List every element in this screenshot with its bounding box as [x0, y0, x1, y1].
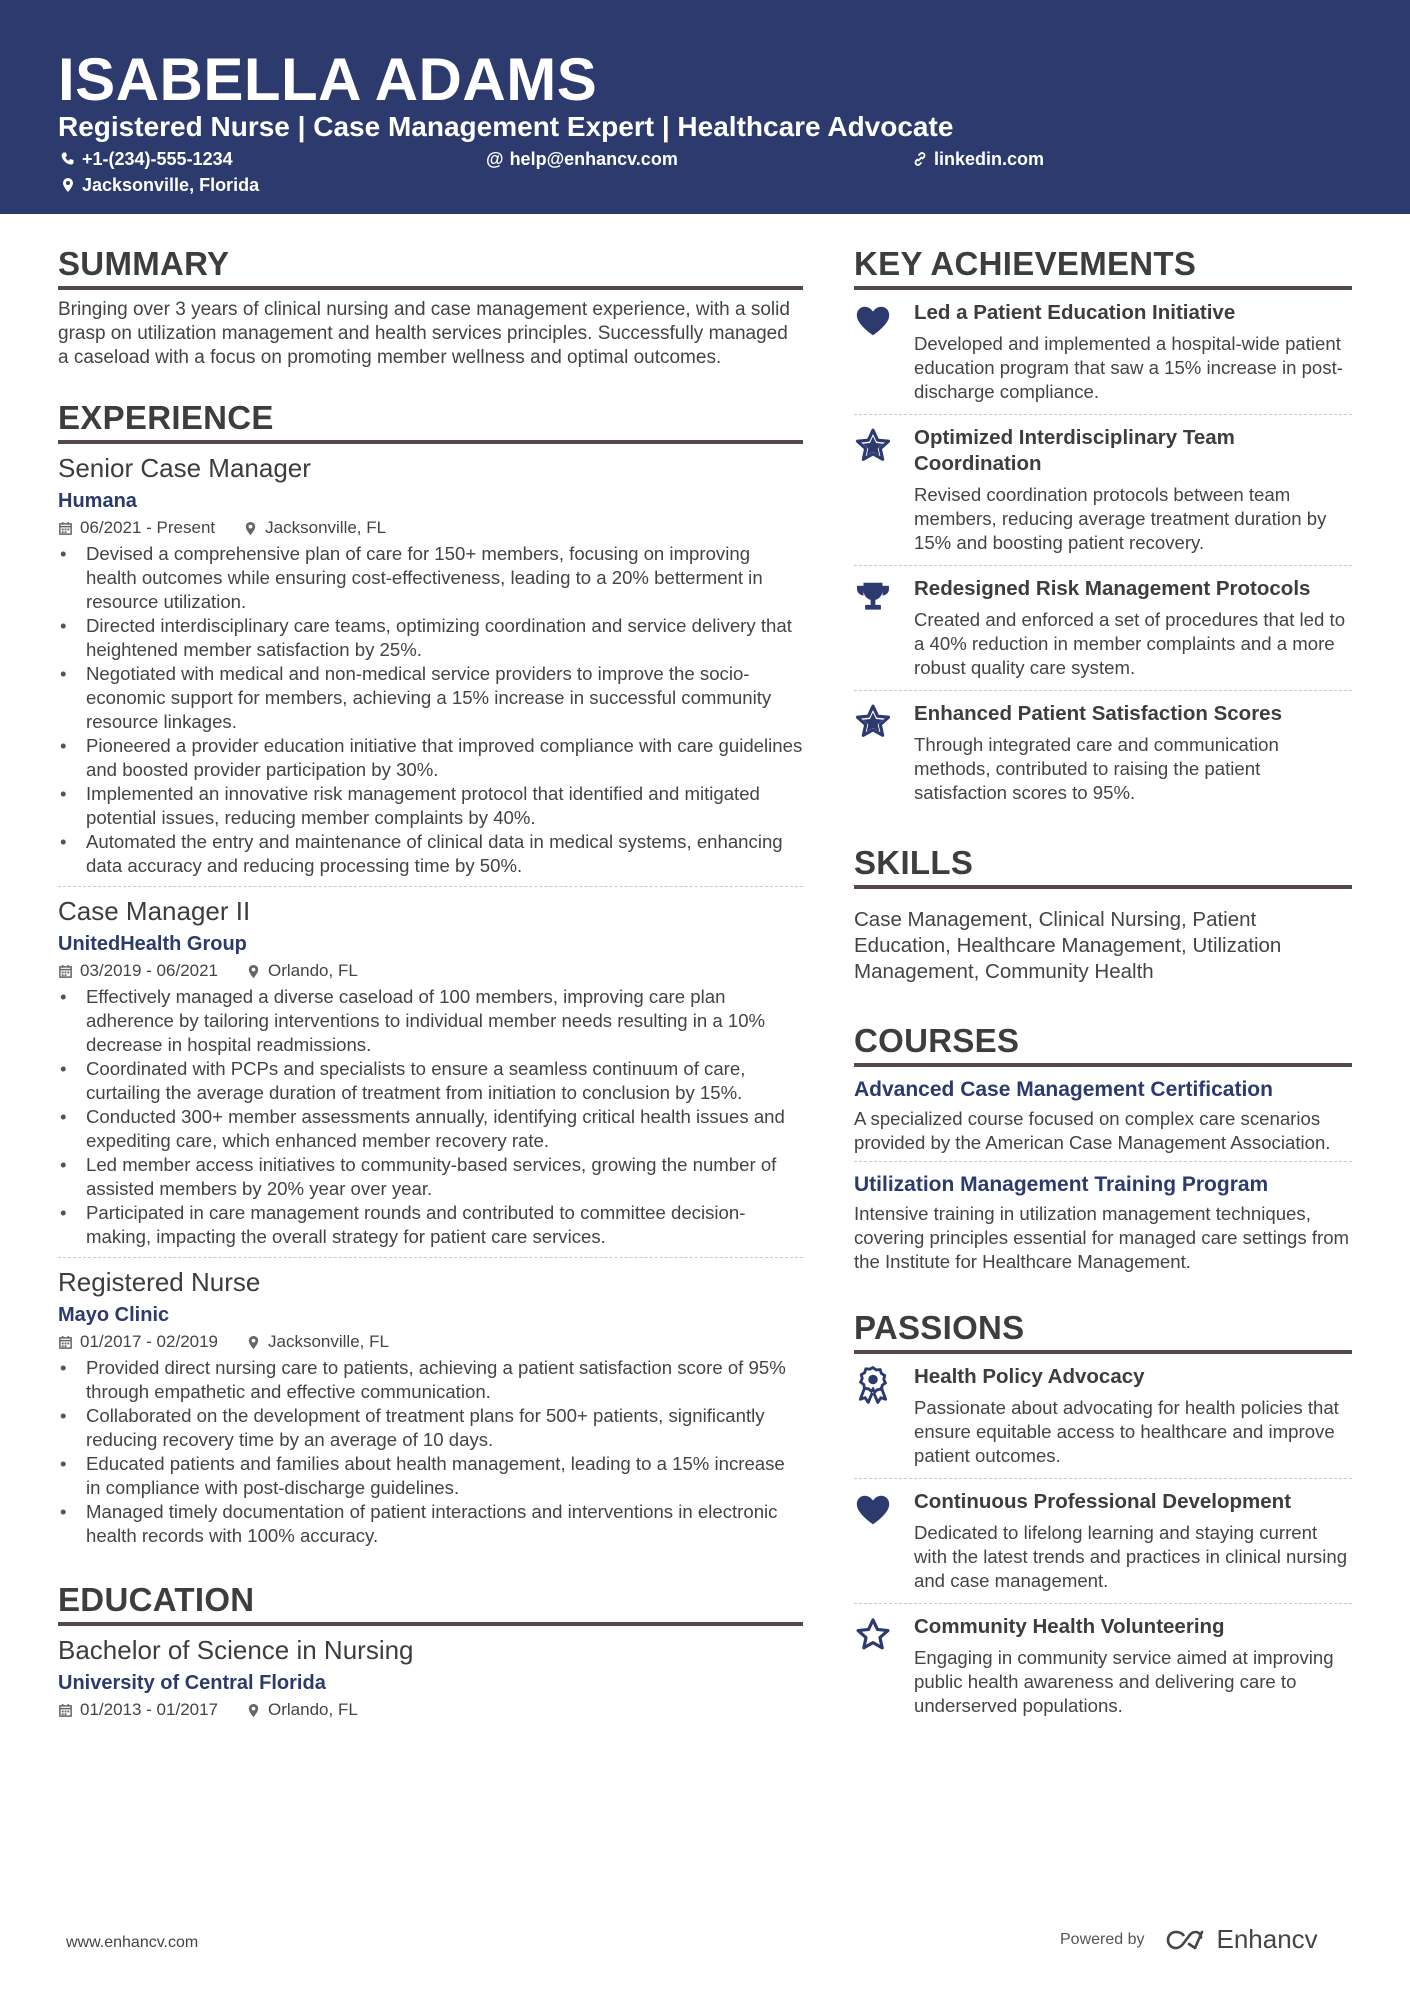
- bullet-item: • Directed interdisciplinary care teams, optimizing coordination and service delivery that heightened member satisfaction by 25%.: [58, 614, 803, 662]
- contact-linkedin[interactable]: [912, 148, 1044, 170]
- bullet-item: • Participated in care management rounds and contributed to committee decision-making, impacting the overall strategy for patient care services.: [58, 1201, 803, 1249]
- bullet-item: • Conducted 300+ member assessments annually, identifying critical health issues and expediting care, which enhanced member recovery rate.: [58, 1105, 803, 1153]
- job-dates-text: 06/2021 - Present: [80, 518, 216, 537]
- candidate-name: ISABELLA ADAMS: [58, 46, 598, 113]
- experience-heading: EXPERIENCE: [58, 398, 803, 444]
- award-ribbon-icon: [854, 1366, 892, 1404]
- location-pin-icon: [246, 964, 261, 979]
- star-outline-icon: [854, 1616, 892, 1654]
- location-pin-icon: [243, 521, 258, 536]
- job-dates: [58, 1330, 218, 1354]
- experience-section: [58, 398, 803, 1556]
- skills-section: [854, 843, 1352, 985]
- contact-phone: [60, 148, 233, 170]
- location-pin-icon: [60, 177, 76, 193]
- calendar-icon: [58, 964, 73, 979]
- job-location-text: Jacksonville, FL: [265, 518, 387, 537]
- email-text[interactable]: help@enhancv.com: [509, 149, 678, 169]
- bullet-item: • Coordinated with PCPs and specialists to ensure a seamless continuum of care, curtailing the average duration of treatment from initiation to conclusion by 15%.: [58, 1057, 803, 1105]
- bullet-item: • Collaborated on the development of treatment plans for 500+ patients, significantly reducing recovery time by an average of 10 days.: [58, 1404, 803, 1452]
- passion-desc: Engaging in community service aimed at improving public health awareness and delivering care to underserved populations.: [914, 1647, 1334, 1716]
- resume-header: [0, 0, 1410, 214]
- bullet-item: • Negotiated with medical and non-medical service providers to improve the socio-economic support for members, achieving a 15% increase in successful community resource linkages.: [58, 662, 803, 734]
- job-meta: [58, 959, 803, 983]
- achievements-section: [854, 244, 1352, 815]
- calendar-icon: [58, 1335, 73, 1350]
- achievement-desc: Developed and implemented a hospital-wide patient education program that saw a 15% increase in post-discharge compliance.: [914, 333, 1343, 402]
- achievement-title: Optimized Interdisciplinary Team Coordination: [914, 426, 1235, 475]
- job-location: [246, 1330, 389, 1354]
- job-dates-text: 01/2017 - 02/2019: [80, 1332, 219, 1351]
- courses-heading: COURSES: [854, 1021, 1352, 1067]
- passions-heading: PASSIONS: [854, 1308, 1352, 1354]
- company-name: UnitedHealth Group: [58, 933, 247, 955]
- achievement-title: Redesigned Risk Management Protocols: [914, 577, 1311, 600]
- job-title: Case Manager II: [58, 896, 251, 926]
- bullet-item: • Pioneered a provider education initiative that improved compliance with care guidelines and boosted provider participation by 30%.: [58, 734, 803, 782]
- bullet-item: • Effectively managed a diverse caseload of 100 members, improving care plan adherence by tailoring interventions to individual member needs resulting in a 10% decrease in hospital readmissions.: [58, 985, 803, 1057]
- summary-text: Bringing over 3 years of clinical nursing and case management experience, with a solid grasp on utilization management and health services principles. Successfully managed a caseload with a focus on promoting member wellness and optimal outcomes.: [58, 299, 790, 368]
- course-title: Advanced Case Management Certification: [854, 1078, 1273, 1101]
- passion-title: Community Health Volunteering: [914, 1615, 1225, 1638]
- job-entry: [58, 444, 803, 887]
- job-meta: [58, 1330, 803, 1354]
- job-location: [246, 959, 358, 983]
- contact-email[interactable]: [486, 148, 678, 170]
- passion-item: [854, 1479, 1352, 1604]
- summary-section: [58, 244, 803, 370]
- job-dates: [58, 516, 215, 540]
- linkedin-text[interactable]: linkedin.com: [934, 149, 1045, 169]
- job-location-text: Orlando, FL: [268, 961, 358, 980]
- location-text: Jacksonville, Florida: [82, 175, 260, 195]
- course-title: Utilization Management Training Program: [854, 1173, 1269, 1196]
- passion-desc: Dedicated to lifelong learning and staying current with the latest trends and practices in clinical nursing and case management.: [914, 1522, 1348, 1591]
- achievement-item: [854, 691, 1352, 815]
- bullet-item: • Devised a comprehensive plan of care for 150+ members, focusing on improving health outcomes while ensuring cost-effectiveness, leading to a 20% betterment in resource utilization.: [58, 542, 803, 614]
- job-entry: [58, 887, 803, 1258]
- achievement-item: [854, 290, 1352, 415]
- star-icon: [854, 703, 892, 741]
- passion-title: Continuous Professional Development: [914, 1490, 1292, 1513]
- achievement-desc: Revised coordination protocols between team members, reducing average treatment duration by 15% and boosting patient recovery.: [914, 484, 1327, 553]
- achievement-title: Enhanced Patient Satisfaction Scores: [914, 702, 1282, 725]
- company-name: Humana: [58, 490, 137, 512]
- phone-text: +1-(234)-555-1234: [82, 149, 233, 169]
- candidate-tagline: Registered Nurse | Case Management Expert | Healthcare Advocate: [58, 111, 954, 142]
- contact-location: [60, 174, 259, 196]
- bullet-item: • Led member access initiatives to community-based services, growing the number of assisted members by 20% year over year.: [58, 1153, 803, 1201]
- star-icon: [854, 427, 892, 465]
- company-name: Mayo Clinic: [58, 1304, 170, 1326]
- achievement-title: Led a Patient Education Initiative: [914, 301, 1236, 324]
- education-section: [58, 1580, 803, 1732]
- brand-logo[interactable]: [1163, 1924, 1318, 1955]
- passion-item: [854, 1604, 1352, 1728]
- achievement-item: [854, 566, 1352, 691]
- school-name: University of Central Florida: [58, 1672, 326, 1694]
- bullet-item: • Educated patients and families about health management, leading to a 15% increase in compliance with post-discharge guidelines.: [58, 1452, 803, 1500]
- course-item: [854, 1162, 1352, 1280]
- education-location: [246, 1698, 358, 1722]
- bullet-item: • Automated the entry and maintenance of clinical data in medical systems, enhancing data accuracy and reducing processing time by 50%.: [58, 830, 803, 878]
- enhancv-logo-icon: [1163, 1927, 1209, 1953]
- location-pin-icon: [246, 1703, 261, 1718]
- job-entry: [58, 1258, 803, 1556]
- education-location-text: Orlando, FL: [268, 1700, 358, 1719]
- calendar-icon: [58, 521, 73, 536]
- course-item: [854, 1067, 1352, 1162]
- job-location-text: Jacksonville, FL: [268, 1332, 389, 1351]
- education-entry: [58, 1626, 803, 1732]
- passion-desc: Passionate about advocating for health policies that ensure equitable access to healthcare and improve patient outcomes.: [914, 1397, 1339, 1466]
- course-desc: Intensive training in utilization management techniques, covering principles essential for managed care settings from the Institute for Healthcare Management.: [854, 1203, 1350, 1272]
- job-dates: [58, 959, 218, 983]
- degree-title: Bachelor of Science in Nursing: [58, 1635, 414, 1665]
- job-title: Registered Nurse: [58, 1267, 261, 1297]
- education-dates: [58, 1698, 218, 1722]
- powered-by-label: Powered by: [1060, 1930, 1145, 1948]
- bullet-item: • Provided direct nursing care to patients, achieving a patient satisfaction score of 95% through empathetic and effective communication.: [58, 1356, 803, 1404]
- at-icon: @: [486, 149, 504, 169]
- trophy-icon: [854, 578, 892, 616]
- achievements-heading: KEY ACHIEVEMENTS: [854, 244, 1352, 290]
- summary-heading: SUMMARY: [58, 244, 803, 290]
- courses-section: [854, 1021, 1352, 1280]
- course-desc: A specialized course focused on complex care scenarios provided by the American Case Management Association.: [854, 1108, 1331, 1153]
- heart-icon: [854, 302, 892, 340]
- skills-text: Case Management, Clinical Nursing, Patient Education, Healthcare Management, Utilization Management, Community Health: [854, 908, 1282, 983]
- calendar-icon: [58, 1703, 73, 1718]
- education-heading: EDUCATION: [58, 1580, 803, 1626]
- bullet-item: • Managed timely documentation of patient interactions and interventions in electronic health records with 100% accuracy.: [58, 1500, 803, 1548]
- footer-website[interactable]: www.enhancv.com: [66, 1934, 199, 1951]
- job-bullets: [58, 542, 803, 878]
- heart-icon: [854, 1491, 892, 1529]
- phone-icon: [60, 151, 76, 167]
- education-meta: [58, 1698, 803, 1722]
- passion-item: [854, 1354, 1352, 1479]
- job-location: [243, 516, 386, 540]
- bullet-item: • Implemented an innovative risk management protocol that identified and mitigated potential issues, reducing member complaints by 40%.: [58, 782, 803, 830]
- right-column: [854, 244, 1352, 1756]
- left-column: [58, 244, 803, 1760]
- passions-section: [854, 1308, 1352, 1728]
- job-meta: [58, 516, 803, 540]
- brand-name: Enhancv: [1216, 1924, 1318, 1954]
- achievement-desc: Through integrated care and communication methods, contributed to raising the patient satisfaction scores to 95%.: [914, 734, 1279, 803]
- job-bullets: [58, 985, 803, 1249]
- footer-branding[interactable]: [1060, 1924, 1318, 1955]
- achievement-desc: Created and enforced a set of procedures that led to a 40% reduction in member complaints and a more robust quality care system.: [914, 609, 1346, 678]
- job-bullets: [58, 1356, 803, 1548]
- skills-heading: SKILLS: [854, 843, 1352, 889]
- job-dates-text: 03/2019 - 06/2021: [80, 961, 219, 980]
- location-pin-icon: [246, 1335, 261, 1350]
- passion-title: Health Policy Advocacy: [914, 1365, 1145, 1388]
- achievement-item: [854, 415, 1352, 566]
- education-dates-text: 01/2013 - 01/2017: [80, 1700, 219, 1719]
- job-title: Senior Case Manager: [58, 453, 311, 483]
- link-icon: [912, 151, 928, 167]
